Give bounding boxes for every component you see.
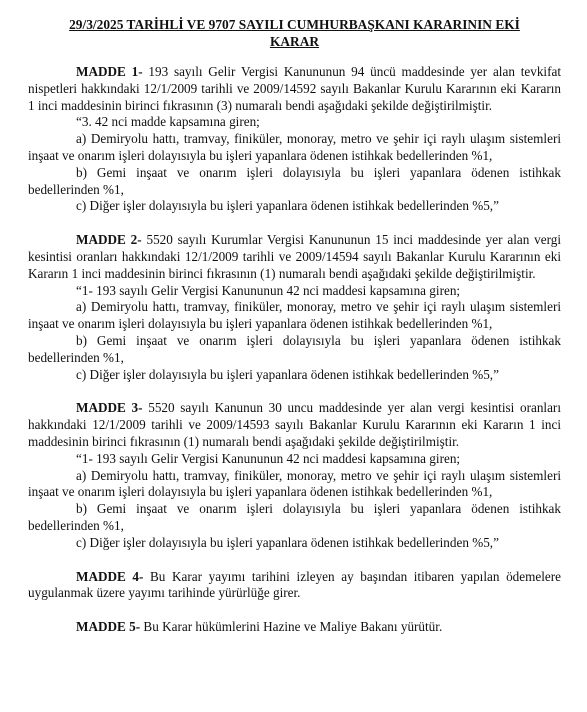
article-paragraph: b) Gemi inşaat ve onarım işleri dolayısıyla bu işleri yapanlara ödenen istihkak bedellerinden %1, (28, 332, 561, 365)
article-intro (28, 64, 561, 114)
article-heading: MADDE 3- (76, 400, 143, 416)
article-paragraph: a) Demiryolu hattı, tramvay, finiküler, monoray, metro ve şehir içi raylı ulaşım sistemleri inşaat ve onarım işleri dolayısıyla bu işleri yapanlara ödenen istihkak bedellerinden %1, (28, 467, 561, 500)
article-paragraph: c) Diğer işler dolayısıyla bu işleri yapanlara ödenen istihkak bedellerinden %5,” (76, 198, 499, 214)
article-paragraph: b) Gemi inşaat ve onarım işleri dolayısıyla bu işleri yapanlara ödenen istihkak bedellerinden %1, (28, 164, 561, 197)
article-paragraph: “1- 193 sayılı Gelir Vergisi Kanununun 42 nci maddesi kapsamına giren; (76, 450, 461, 466)
article-intro (28, 619, 561, 636)
article-intro-text: 5520 sayılı Kanunun 30 uncu maddesinde yer alan vergi kesintisi oranları hakkındaki 12/1/2009 tarihli ve 2009/14593 sayılı Bakanlar Kurulu Kararının eki Kararın 1 inci maddesinin birinci fıkrasının (1) numaralı bendi aşağıdaki şekilde değiştirilmiştir. (28, 400, 561, 449)
article-2 (28, 232, 561, 383)
article-3 (28, 400, 561, 551)
article-heading: MADDE 5- (76, 619, 141, 635)
article-paragraph: a) Demiryolu hattı, tramvay, finiküler, monoray, metro ve şehir içi raylı ulaşım sistemleri inşaat ve onarım işleri dolayısıyla bu işleri yapanlara ödenen istihkak bedellerinden %1, (28, 131, 561, 163)
article-intro-text: Bu Karar yayımı tarihini izleyen ay başından itibaren yapılan ödemelere uygulanmak üzere yayımı tarihinde yürürlüğe girer. (28, 568, 561, 601)
title-line-2: KARAR (269, 34, 320, 49)
article-paragraph: c) Diğer işler dolayısıyla bu işleri yapanlara ödenen istihkak bedellerinden %5,” (76, 534, 499, 550)
article-intro (28, 400, 561, 450)
article-4 (28, 569, 561, 603)
title-line-1: 29/3/2025 TARİHLİ VE 9707 SAYILI CUMHURBAŞKANI KARARININ EKİ (69, 17, 520, 32)
article-intro-text: 193 sayılı Gelir Vergisi Kanununun 94 üncü maddesinde yer alan tevkifat nispetleri hakkındaki 12/1/2009 tarihli ve 2009/14592 sayılı Bakanlar Kurulu Kararının eki Kararın 1 inci maddesinin birinci fıkrasının (3) numaralı bendi aşağıdaki şekilde değiştirilmiştir. (28, 64, 561, 113)
article-intro-text: Bu Karar hükümlerini Hazine ve Maliye Bakanı yürütür. (140, 619, 443, 635)
article-intro (28, 232, 561, 282)
article-5 (28, 619, 561, 636)
article-paragraph: b) Gemi inşaat ve onarım işleri dolayısıyla bu işleri yapanlara ödenen istihkak bedellerinden %1, (28, 501, 561, 533)
article-paragraph: “3. 42 nci madde kapsamına giren; (76, 114, 260, 130)
article-paragraph: a) Demiryolu hattı, tramvay, finiküler, monoray, metro ve şehir içi raylı ulaşım sistemleri inşaat ve onarım işleri dolayısıyla bu işleri yapanlara ödenen istihkak bedellerinden %1, (28, 299, 561, 332)
article-paragraph: “1- 193 sayılı Gelir Vergisi Kanununun 42 nci maddesi kapsamına giren; (76, 282, 461, 298)
article-heading: MADDE 4- (76, 568, 144, 584)
article-intro-text: 5520 sayılı Kurumlar Vergisi Kanununun 15 inci maddesinde yer alan vergi kesintisi oranları hakkındaki 12/1/2009 tarihli ve 2009/14594 sayılı Bakanlar Kurulu Kararının eki Kararın 1 inci maddesinin birinci fıkrasının (1) numaralı bendi aşağıdaki şekilde değiştirilmiştir. (28, 232, 561, 281)
article-intro (28, 569, 561, 603)
article-heading: MADDE 2- (76, 232, 142, 248)
article-heading: MADDE 1- (76, 64, 143, 79)
article-paragraph: c) Diğer işler dolayısıyla bu işleri yapanlara ödenen istihkak bedellerinden %5,” (76, 366, 499, 382)
document-title (28, 16, 561, 50)
article-1 (28, 64, 561, 215)
